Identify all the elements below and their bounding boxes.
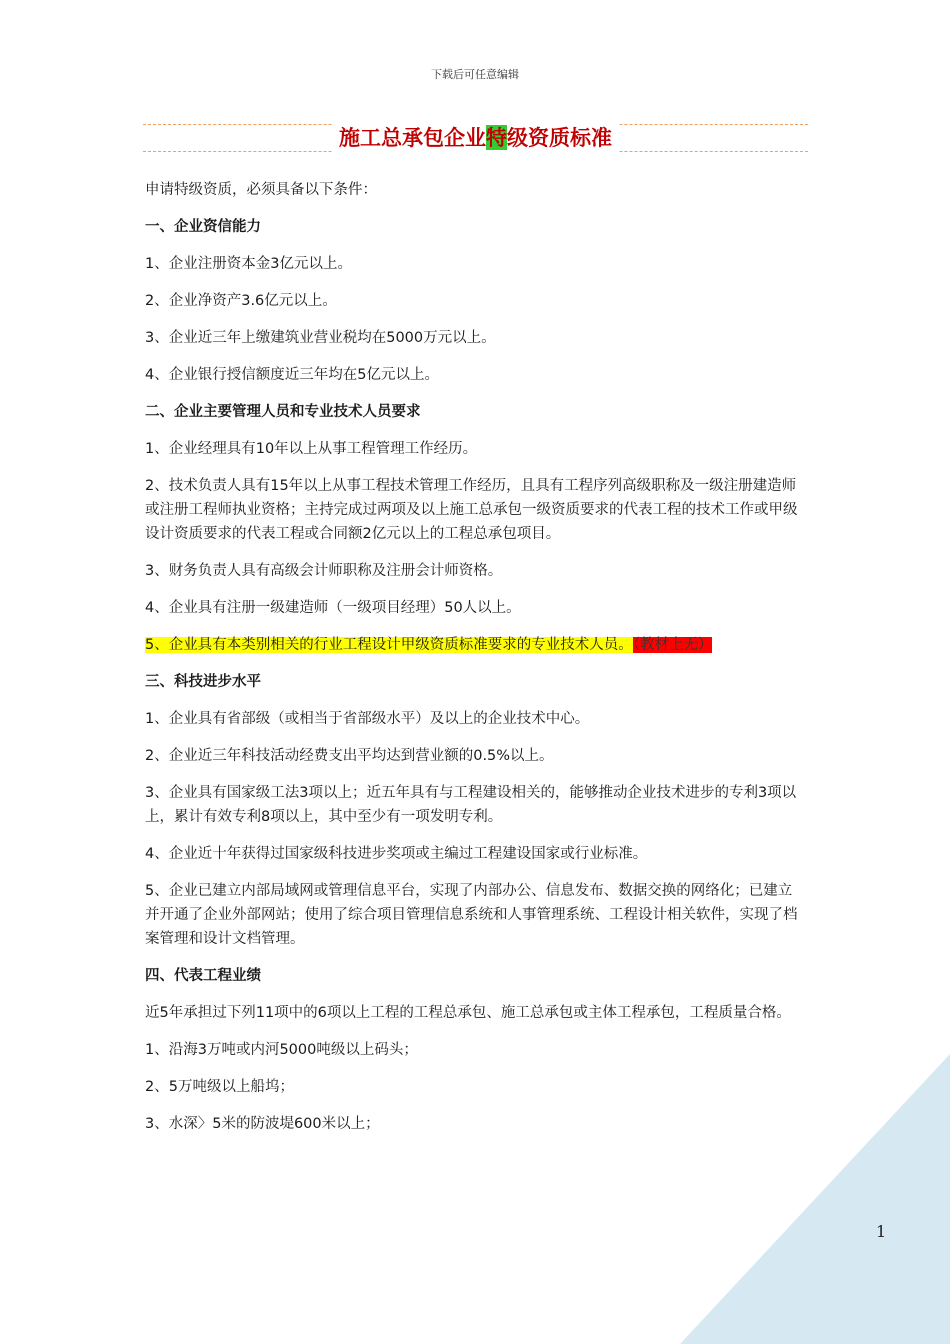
paragraph: 1、企业经理具有10年以上从事工程管理工作经历。	[145, 441, 478, 457]
paragraph: 3、企业近三年上缴建筑业营业税均在5000万元以上。	[145, 330, 496, 346]
section-heading: 三、科技进步水平	[145, 674, 261, 690]
paragraph: 1、企业注册资本金3亿元以上。	[145, 256, 352, 272]
page-title	[143, 122, 808, 156]
highlighted-note: （教材上无）	[632, 637, 713, 653]
title-part-1: 施工总承包企业	[339, 125, 486, 150]
paragraph: 1、企业具有省部级（或相当于省部级水平）及以上的企业技术中心。	[145, 711, 590, 727]
paragraph: 4、企业银行授信额度近三年均在5亿元以上。	[145, 367, 439, 383]
paragraph: 3、水深〉5米的防波堤600米以上；	[145, 1116, 380, 1132]
paragraph: 3、企业具有国家级工法3项以上；近五年具有与工程建设相关的，能够推动企业技术进步的专利3项以上，累计有效专利8项以上，其中至少有一项发明专利。	[145, 785, 797, 825]
paragraph: 2、5万吨级以上船坞；	[145, 1079, 294, 1095]
highlighted-text: 5、企业具有本类别相关的行业工程设计甲级资质标准要求的专业技术人员。	[145, 637, 633, 653]
section-heading: 四、代表工程业绩	[145, 968, 261, 984]
title-part-2: 级资质标准	[507, 125, 612, 150]
section-heading: 二、企业主要管理人员和专业技术人员要求	[145, 404, 421, 420]
paragraph: 申请特级资质，必须具备以下条件：	[145, 182, 377, 198]
document-body	[145, 178, 805, 1149]
title-highlight: 特	[486, 125, 507, 150]
title-block	[143, 118, 808, 158]
paragraph: 2、技术负责人具有15年以上从事工程技术管理工作经历，且具有工程序列高级职称及一级注册建造师或注册工程师执业资格；主持完成过两项及以上施工总承包一级资质要求的代表工程的技术工作或甲级设计资质要求的代表工程或合同额2亿元以上的工程总承包项目。	[145, 478, 798, 542]
paragraph: 4、企业具有注册一级建造师（一级项目经理）50人以上。	[145, 600, 521, 616]
paragraph: 3、财务负责人具有高级会计师职称及注册会计师资格。	[145, 563, 503, 579]
section-heading: 一、企业资信能力	[145, 219, 261, 235]
paragraph: 近5年承担过下列11项中的6项以上工程的工程总承包、施工总承包或主体工程承包，工程质量合格。	[145, 1005, 791, 1021]
paragraph: 4、企业近十年获得过国家级科技进步奖项或主编过工程建设国家或行业标准。	[145, 846, 648, 862]
paragraph: 1、沿海3万吨或内河5000吨级以上码头；	[145, 1042, 418, 1058]
header-note: 下载后可任意编辑	[431, 68, 519, 81]
paragraph: 5、企业已建立内部局域网或管理信息平台，实现了内部办公、信息发布、数据交换的网络化；已建立并开通了企业外部网站；使用了综合项目管理信息系统和人事管理系统、工程设计相关软件，实现了档案管理和设计文档管理。	[145, 883, 798, 947]
highlighted-paragraph	[145, 633, 805, 657]
paragraph: 2、企业近三年科技活动经费支出平均达到营业额的0.5%以上。	[145, 748, 554, 764]
page-number: 1	[876, 1222, 887, 1241]
paragraph: 2、企业净资产3.6亿元以上。	[145, 293, 337, 309]
